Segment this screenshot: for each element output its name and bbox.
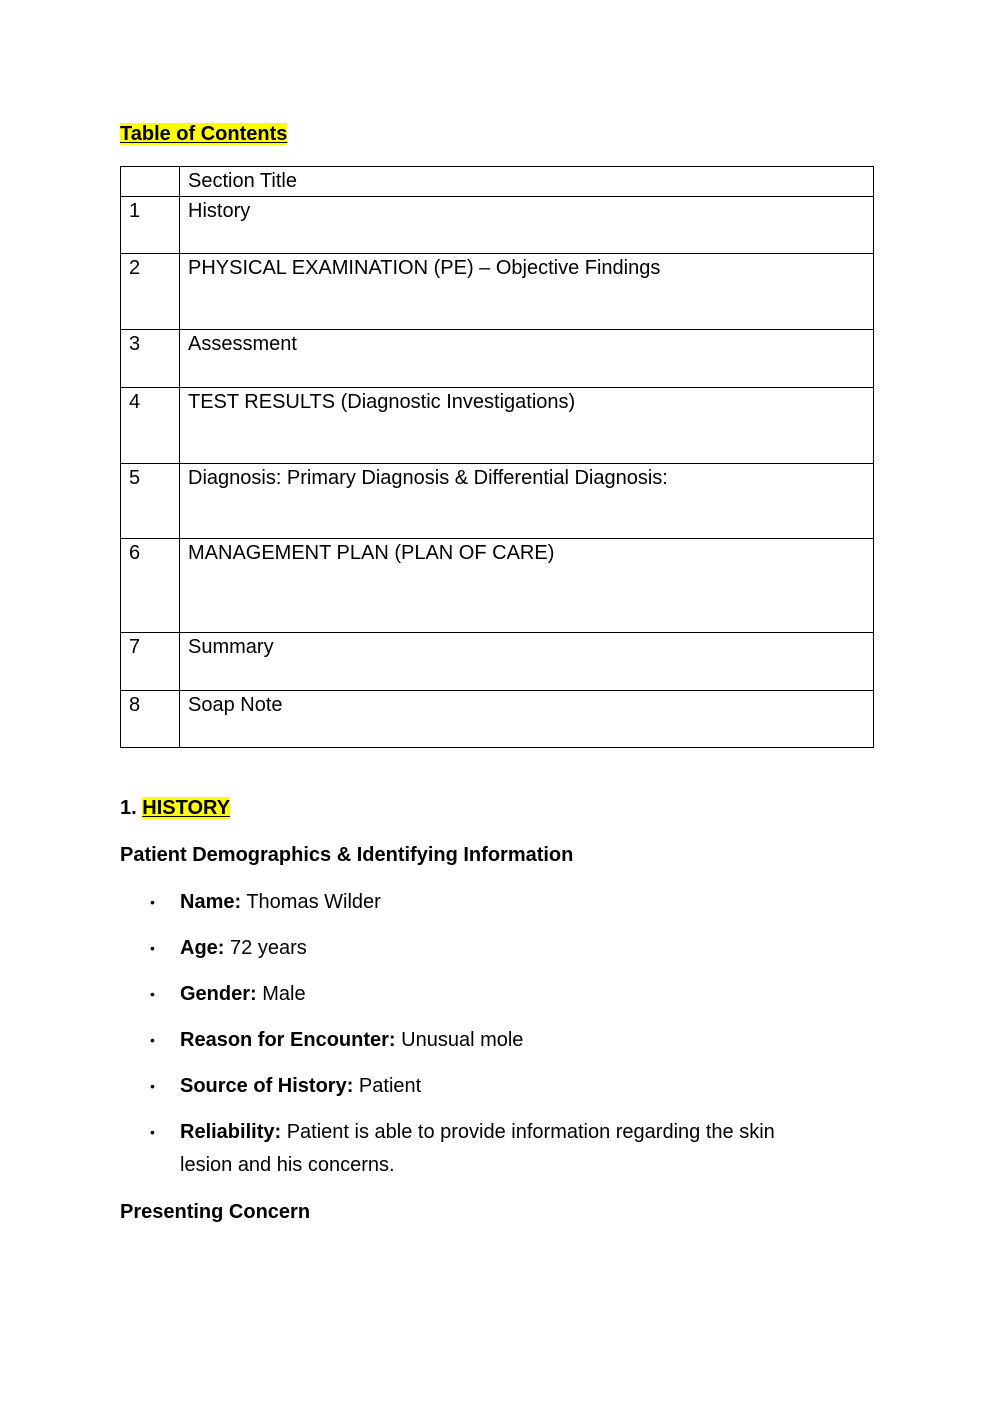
toc-row xyxy=(121,330,874,388)
toc-row-title: PHYSICAL EXAMINATION (PE) – Objective Findings xyxy=(180,254,874,330)
item-value: Patient is able to provide information regarding the skin lesion and his concerns. xyxy=(180,1121,775,1176)
toc-row-title: MANAGEMENT PLAN (PLAN OF CARE) xyxy=(180,539,874,633)
toc-row xyxy=(121,388,874,464)
bullet-icon: • xyxy=(150,940,155,956)
bullet-icon: • xyxy=(150,894,155,910)
toc-row xyxy=(121,254,874,330)
demographics-list xyxy=(120,886,820,1195)
list-item xyxy=(120,1116,820,1182)
toc-row-title: Assessment xyxy=(180,330,874,388)
item-value: Patient xyxy=(358,1075,422,1097)
list-item xyxy=(120,932,820,965)
toc-header-num xyxy=(121,167,180,197)
item-label: Age: xyxy=(180,937,225,959)
toc-header-row xyxy=(121,167,874,197)
list-item xyxy=(120,1070,820,1103)
item-value: Unusual mole xyxy=(401,1029,524,1051)
toc-heading-text: Table of Contents xyxy=(120,123,288,145)
item-value: Thomas Wilder xyxy=(246,891,381,913)
toc-row-title: Summary xyxy=(180,633,874,691)
toc-row-num: 6 xyxy=(121,539,180,633)
demographics-heading: Patient Demographics & Identifying Information xyxy=(120,844,574,866)
item-value: Male xyxy=(262,983,306,1005)
toc-row-num: 7 xyxy=(121,633,180,691)
toc-row-num: 3 xyxy=(121,330,180,388)
history-section-title: HISTORY xyxy=(142,797,231,819)
toc-row-num: 8 xyxy=(121,691,180,748)
history-section-number: 1. xyxy=(120,797,137,819)
toc-row xyxy=(121,464,874,539)
bullet-icon: • xyxy=(150,1078,155,1094)
toc-heading xyxy=(120,120,287,148)
bullet-icon: • xyxy=(150,986,155,1002)
toc-row xyxy=(121,197,874,254)
toc-row-num: 1 xyxy=(121,197,180,254)
item-label: Reliability: xyxy=(180,1121,282,1143)
toc-table xyxy=(120,166,874,748)
toc-header-title: Section Title xyxy=(180,167,874,197)
bullet-icon: • xyxy=(150,1124,155,1140)
toc-row-num: 4 xyxy=(121,388,180,464)
toc-row xyxy=(121,691,874,748)
item-label: Gender: xyxy=(180,983,257,1005)
toc-row-title: History xyxy=(180,197,874,254)
toc-row-title: Soap Note xyxy=(180,691,874,748)
toc-row xyxy=(121,633,874,691)
list-item xyxy=(120,1024,820,1057)
list-item xyxy=(120,886,820,919)
history-section-heading xyxy=(120,794,230,822)
toc-row xyxy=(121,539,874,633)
toc-row-title: Diagnosis: Primary Diagnosis & Differential Diagnosis: xyxy=(180,464,874,539)
item-value: 72 years xyxy=(230,937,307,959)
toc-row-num: 5 xyxy=(121,464,180,539)
toc-row-num: 2 xyxy=(121,254,180,330)
presenting-concern-heading: Presenting Concern xyxy=(120,1201,311,1223)
list-item xyxy=(120,978,820,1011)
item-label: Name: xyxy=(180,891,242,913)
bullet-icon: • xyxy=(150,1032,155,1048)
toc-row-title: TEST RESULTS (Diagnostic Investigations) xyxy=(180,388,874,464)
item-label: Reason for Encounter: xyxy=(180,1029,396,1051)
item-label: Source of History: xyxy=(180,1075,354,1097)
